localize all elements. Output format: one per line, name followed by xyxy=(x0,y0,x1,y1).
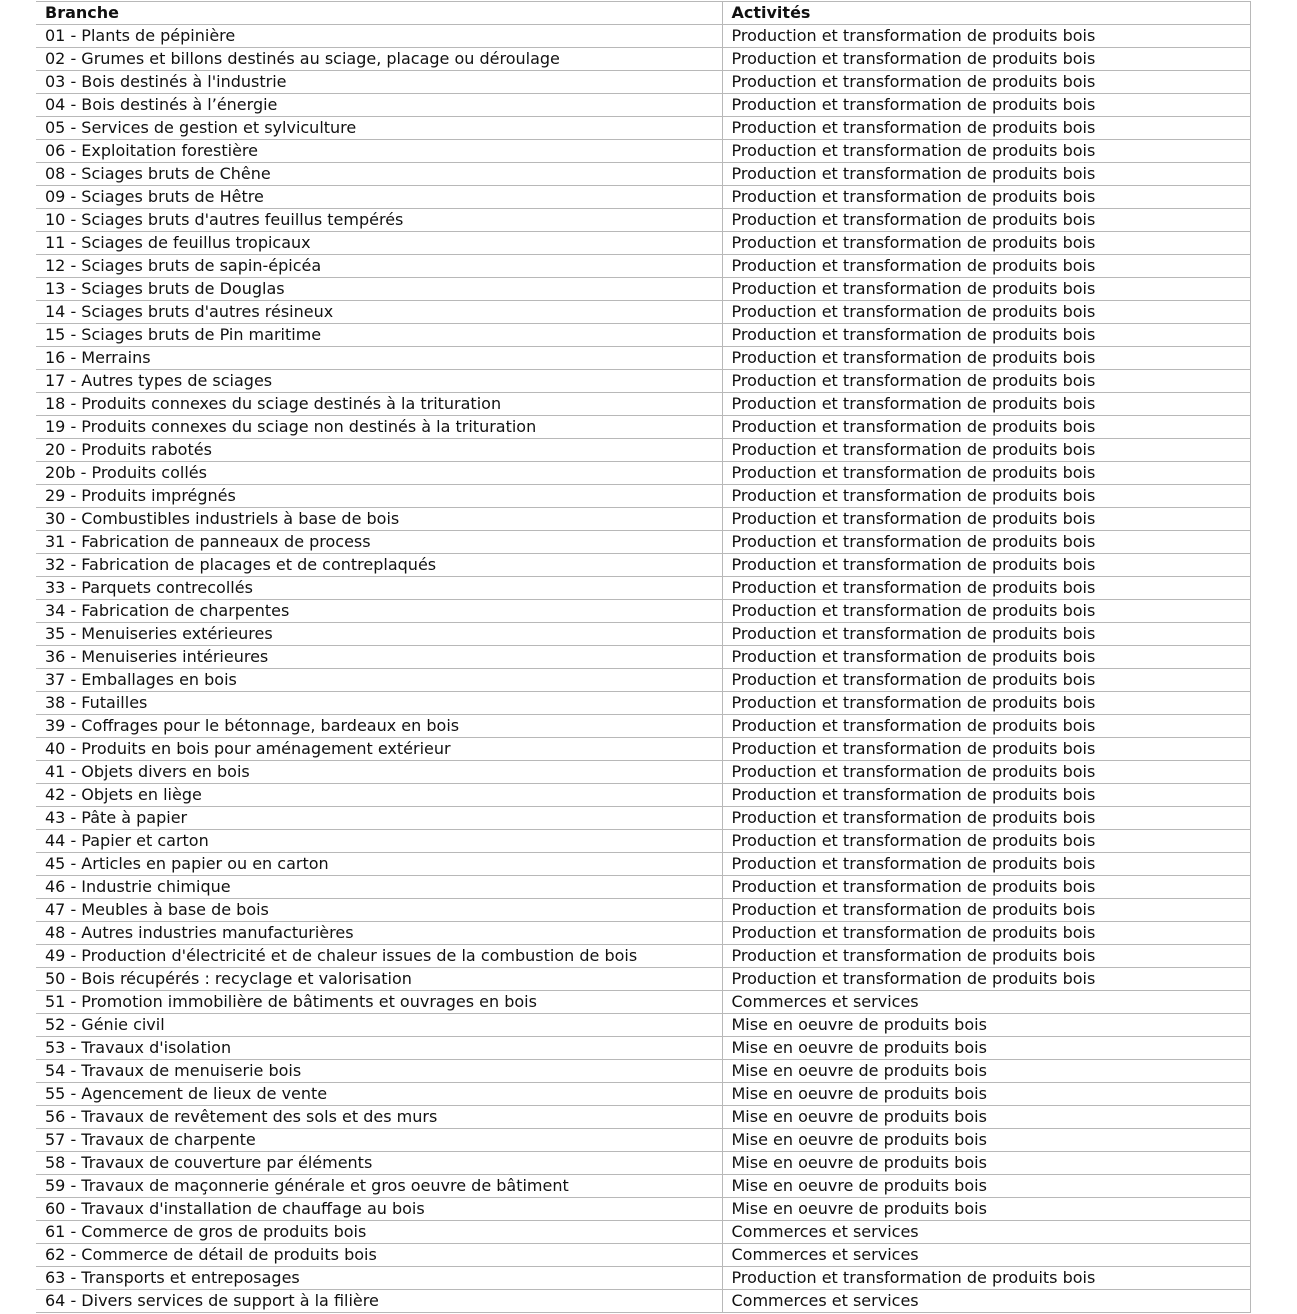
branche-cell: 46 - Industrie chimique xyxy=(36,876,722,899)
branche-cell: 30 - Combustibles industriels à base de bois xyxy=(36,508,722,531)
branche-cell: 03 - Bois destinés à l'industrie xyxy=(36,71,722,94)
activite-cell: Commerces et services xyxy=(722,1221,1250,1244)
table-row xyxy=(36,830,1250,853)
table-row xyxy=(36,508,1250,531)
branche-cell: 13 - Sciages bruts de Douglas xyxy=(36,278,722,301)
table-row xyxy=(36,1083,1250,1106)
table-row xyxy=(36,1037,1250,1060)
table-row xyxy=(36,48,1250,71)
branche-cell: 20 - Produits rabotés xyxy=(36,439,722,462)
activite-cell: Production et transformation de produits bois xyxy=(722,531,1250,554)
activite-cell: Production et transformation de produits bois xyxy=(722,623,1250,646)
table-row xyxy=(36,393,1250,416)
table-row xyxy=(36,692,1250,715)
column-header-branche: Branche xyxy=(36,2,722,25)
branche-cell: 06 - Exploitation forestière xyxy=(36,140,722,163)
table-row xyxy=(36,1106,1250,1129)
branche-cell: 16 - Merrains xyxy=(36,347,722,370)
activite-cell: Production et transformation de produits bois xyxy=(722,1267,1250,1290)
branche-cell: 20b - Produits collés xyxy=(36,462,722,485)
activite-cell: Mise en oeuvre de produits bois xyxy=(722,1198,1250,1221)
activite-cell: Commerces et services xyxy=(722,991,1250,1014)
branche-cell: 37 - Emballages en bois xyxy=(36,669,722,692)
table-row xyxy=(36,232,1250,255)
activite-cell: Production et transformation de produits bois xyxy=(722,324,1250,347)
table-row xyxy=(36,554,1250,577)
table-row xyxy=(36,945,1250,968)
table-row xyxy=(36,531,1250,554)
table-row xyxy=(36,761,1250,784)
activite-cell: Production et transformation de produits bois xyxy=(722,255,1250,278)
table-row xyxy=(36,1175,1250,1198)
branche-cell: 60 - Travaux d'installation de chauffage au bois xyxy=(36,1198,722,1221)
branche-cell: 17 - Autres types de sciages xyxy=(36,370,722,393)
table-row xyxy=(36,485,1250,508)
activite-cell: Mise en oeuvre de produits bois xyxy=(722,1175,1250,1198)
table-row xyxy=(36,278,1250,301)
table-row xyxy=(36,1152,1250,1175)
activite-cell: Production et transformation de produits bois xyxy=(722,186,1250,209)
branche-cell: 33 - Parquets contrecollés xyxy=(36,577,722,600)
table-row xyxy=(36,71,1250,94)
activite-cell: Production et transformation de produits bois xyxy=(722,807,1250,830)
activite-cell: Production et transformation de produits bois xyxy=(722,485,1250,508)
activite-cell: Production et transformation de produits bois xyxy=(722,370,1250,393)
activite-cell: Production et transformation de produits bois xyxy=(722,48,1250,71)
activite-cell: Production et transformation de produits bois xyxy=(722,554,1250,577)
activite-cell: Production et transformation de produits bois xyxy=(722,784,1250,807)
table-row xyxy=(36,209,1250,232)
branche-cell: 34 - Fabrication de charpentes xyxy=(36,600,722,623)
branche-cell: 49 - Production d'électricité et de chaleur issues de la combustion de bois xyxy=(36,945,722,968)
branche-cell: 32 - Fabrication de placages et de contreplaqués xyxy=(36,554,722,577)
branche-cell: 51 - Promotion immobilière de bâtiments et ouvrages en bois xyxy=(36,991,722,1014)
branche-cell: 39 - Coffrages pour le bétonnage, bardeaux en bois xyxy=(36,715,722,738)
table-row xyxy=(36,1221,1250,1244)
table-row xyxy=(36,370,1250,393)
activite-cell: Mise en oeuvre de produits bois xyxy=(722,1060,1250,1083)
activite-cell: Production et transformation de produits bois xyxy=(722,692,1250,715)
branche-cell: 58 - Travaux de couverture par éléments xyxy=(36,1152,722,1175)
activite-cell: Production et transformation de produits bois xyxy=(722,830,1250,853)
branche-cell: 18 - Produits connexes du sciage destinés à la trituration xyxy=(36,393,722,416)
branche-cell: 29 - Produits imprégnés xyxy=(36,485,722,508)
activite-cell: Production et transformation de produits bois xyxy=(722,94,1250,117)
table-row xyxy=(36,1267,1250,1290)
table-row xyxy=(36,1129,1250,1152)
column-header-activites: Activités xyxy=(722,2,1250,25)
activite-cell: Production et transformation de produits bois xyxy=(722,738,1250,761)
branche-cell: 09 - Sciages bruts de Hêtre xyxy=(36,186,722,209)
table-row xyxy=(36,577,1250,600)
table-row xyxy=(36,991,1250,1014)
branche-cell: 19 - Produits connexes du sciage non destinés à la trituration xyxy=(36,416,722,439)
branche-cell: 52 - Génie civil xyxy=(36,1014,722,1037)
activite-cell: Commerces et services xyxy=(722,1244,1250,1267)
table-row xyxy=(36,347,1250,370)
table-row xyxy=(36,899,1250,922)
table-row xyxy=(36,140,1250,163)
table-row xyxy=(36,669,1250,692)
table-row xyxy=(36,1014,1250,1037)
table-row xyxy=(36,25,1250,48)
activite-cell: Production et transformation de produits bois xyxy=(722,71,1250,94)
activite-cell: Mise en oeuvre de produits bois xyxy=(722,1083,1250,1106)
branche-cell: 45 - Articles en papier ou en carton xyxy=(36,853,722,876)
branche-cell: 42 - Objets en liège xyxy=(36,784,722,807)
branche-cell: 63 - Transports et entreposages xyxy=(36,1267,722,1290)
activite-cell: Production et transformation de produits bois xyxy=(722,761,1250,784)
branche-cell: 15 - Sciages bruts de Pin maritime xyxy=(36,324,722,347)
table-row xyxy=(36,807,1250,830)
branche-cell: 56 - Travaux de revêtement des sols et des murs xyxy=(36,1106,722,1129)
activite-cell: Production et transformation de produits bois xyxy=(722,347,1250,370)
table-row xyxy=(36,646,1250,669)
branche-cell: 59 - Travaux de maçonnerie générale et gros oeuvre de bâtiment xyxy=(36,1175,722,1198)
branche-cell: 61 - Commerce de gros de produits bois xyxy=(36,1221,722,1244)
table-row xyxy=(36,784,1250,807)
branche-cell: 04 - Bois destinés à l’énergie xyxy=(36,94,722,117)
branche-cell: 62 - Commerce de détail de produits bois xyxy=(36,1244,722,1267)
header-row xyxy=(36,2,1250,25)
branche-cell: 53 - Travaux d'isolation xyxy=(36,1037,722,1060)
activite-cell: Production et transformation de produits bois xyxy=(722,899,1250,922)
branche-cell: 43 - Pâte à papier xyxy=(36,807,722,830)
activite-cell: Production et transformation de produits bois xyxy=(722,968,1250,991)
table-row xyxy=(36,968,1250,991)
activite-cell: Production et transformation de produits bois xyxy=(722,600,1250,623)
table-row xyxy=(36,1244,1250,1267)
activite-cell: Mise en oeuvre de produits bois xyxy=(722,1037,1250,1060)
table-row xyxy=(36,876,1250,899)
table-row xyxy=(36,715,1250,738)
branche-cell: 05 - Services de gestion et sylviculture xyxy=(36,117,722,140)
table-row xyxy=(36,439,1250,462)
activite-cell: Production et transformation de produits bois xyxy=(722,140,1250,163)
table-row xyxy=(36,1198,1250,1221)
activite-cell: Production et transformation de produits bois xyxy=(722,922,1250,945)
table-row xyxy=(36,853,1250,876)
branche-cell: 08 - Sciages bruts de Chêne xyxy=(36,163,722,186)
activite-cell: Mise en oeuvre de produits bois xyxy=(722,1152,1250,1175)
branche-cell: 44 - Papier et carton xyxy=(36,830,722,853)
branches-table xyxy=(36,1,1251,1313)
activite-cell: Production et transformation de produits bois xyxy=(722,416,1250,439)
activite-cell: Production et transformation de produits bois xyxy=(722,393,1250,416)
activite-cell: Production et transformation de produits bois xyxy=(722,301,1250,324)
branche-cell: 01 - Plants de pépinière xyxy=(36,25,722,48)
activite-cell: Production et transformation de produits bois xyxy=(722,876,1250,899)
table-row xyxy=(36,94,1250,117)
branche-cell: 55 - Agencement de lieux de vente xyxy=(36,1083,722,1106)
activite-cell: Production et transformation de produits bois xyxy=(722,25,1250,48)
activite-cell: Mise en oeuvre de produits bois xyxy=(722,1106,1250,1129)
branche-cell: 50 - Bois récupérés : recyclage et valorisation xyxy=(36,968,722,991)
table-row xyxy=(36,922,1250,945)
branche-cell: 11 - Sciages de feuillus tropicaux xyxy=(36,232,722,255)
table-row xyxy=(36,416,1250,439)
activite-cell: Production et transformation de produits bois xyxy=(722,209,1250,232)
table-row xyxy=(36,738,1250,761)
activite-cell: Production et transformation de produits bois xyxy=(722,715,1250,738)
table-row xyxy=(36,186,1250,209)
branche-cell: 36 - Menuiseries intérieures xyxy=(36,646,722,669)
activite-cell: Production et transformation de produits bois xyxy=(722,163,1250,186)
activite-cell: Production et transformation de produits bois xyxy=(722,439,1250,462)
branche-cell: 02 - Grumes et billons destinés au sciage, placage ou déroulage xyxy=(36,48,722,71)
branche-cell: 64 - Divers services de support à la filière xyxy=(36,1290,722,1313)
branche-cell: 41 - Objets divers en bois xyxy=(36,761,722,784)
activite-cell: Production et transformation de produits bois xyxy=(722,508,1250,531)
branche-cell: 48 - Autres industries manufacturières xyxy=(36,922,722,945)
branche-cell: 35 - Menuiseries extérieures xyxy=(36,623,722,646)
branche-cell: 10 - Sciages bruts d'autres feuillus tempérés xyxy=(36,209,722,232)
table-row xyxy=(36,600,1250,623)
branche-cell: 31 - Fabrication de panneaux de process xyxy=(36,531,722,554)
branche-cell: 38 - Futailles xyxy=(36,692,722,715)
branche-cell: 40 - Produits en bois pour aménagement extérieur xyxy=(36,738,722,761)
activite-cell: Production et transformation de produits bois xyxy=(722,278,1250,301)
activite-cell: Production et transformation de produits bois xyxy=(722,462,1250,485)
branche-cell: 57 - Travaux de charpente xyxy=(36,1129,722,1152)
table-row xyxy=(36,623,1250,646)
table-row xyxy=(36,255,1250,278)
branche-cell: 12 - Sciages bruts de sapin-épicéa xyxy=(36,255,722,278)
activite-cell: Production et transformation de produits bois xyxy=(722,853,1250,876)
branche-cell: 54 - Travaux de menuiserie bois xyxy=(36,1060,722,1083)
activite-cell: Mise en oeuvre de produits bois xyxy=(722,1129,1250,1152)
activite-cell: Production et transformation de produits bois xyxy=(722,577,1250,600)
activite-cell: Production et transformation de produits bois xyxy=(722,117,1250,140)
table-row xyxy=(36,324,1250,347)
branche-cell: 14 - Sciages bruts d'autres résineux xyxy=(36,301,722,324)
table-body xyxy=(36,25,1250,1313)
activite-cell: Commerces et services xyxy=(722,1290,1250,1313)
table-row xyxy=(36,462,1250,485)
table-row xyxy=(36,163,1250,186)
table-row xyxy=(36,1060,1250,1083)
table-row xyxy=(36,301,1250,324)
activite-cell: Production et transformation de produits bois xyxy=(722,669,1250,692)
table-row xyxy=(36,117,1250,140)
activite-cell: Mise en oeuvre de produits bois xyxy=(722,1014,1250,1037)
activite-cell: Production et transformation de produits bois xyxy=(722,945,1250,968)
activite-cell: Production et transformation de produits bois xyxy=(722,646,1250,669)
activite-cell: Production et transformation de produits bois xyxy=(722,232,1250,255)
branche-cell: 47 - Meubles à base de bois xyxy=(36,899,722,922)
table-row xyxy=(36,1290,1250,1313)
